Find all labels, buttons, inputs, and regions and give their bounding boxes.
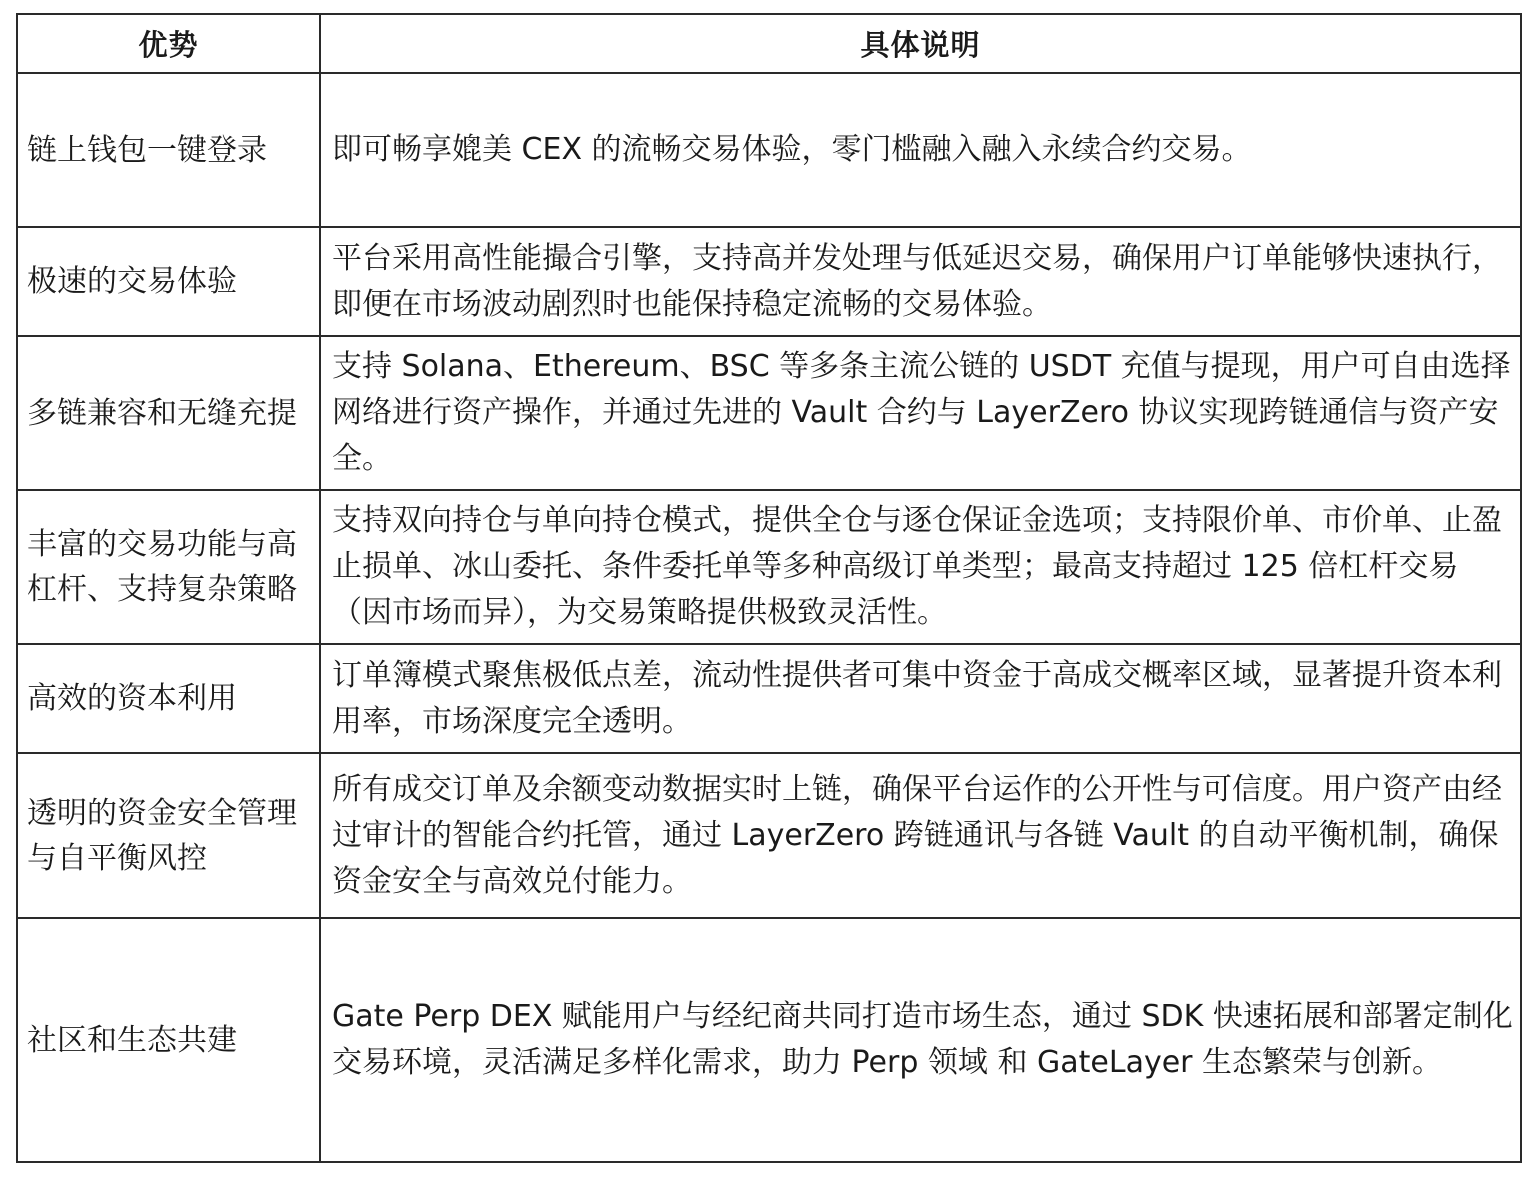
description-cell: 所有成交订单及余额变动数据实时上链，确保平台运作的公开性与可信度。用户资产由经过审计的智能合约托管，通过 LayerZero 跨链通讯与各链 Vault 的自动平衡机制，确保资金安全与高效兑付能力。 (320, 753, 1521, 918)
description-cell: 支持 Solana、Ethereum、BSC 等多条主流公链的 USDT 充值与提现，用户可自由选择网络进行资产操作，并通过先进的 Vault 合约与 LayerZero 协议实现跨链通信与资产安全。 (320, 336, 1521, 490)
table-row (17, 918, 1521, 1162)
table-row (17, 490, 1521, 644)
table-row (17, 753, 1521, 918)
header-advantage: 优势 (17, 14, 320, 73)
table-header-row (17, 14, 1521, 73)
advantage-cell: 社区和生态共建 (17, 918, 320, 1162)
advantages-table (16, 13, 1522, 1163)
description-cell: 即可畅享媲美 CEX 的流畅交易体验，零门槛融入融入永续合约交易。 (320, 73, 1521, 227)
table-row (17, 73, 1521, 227)
table-row (17, 227, 1521, 336)
table-row (17, 644, 1521, 753)
advantage-cell: 丰富的交易功能与高杠杆、支持复杂策略 (17, 490, 320, 644)
advantage-cell: 极速的交易体验 (17, 227, 320, 336)
advantage-cell: 多链兼容和无缝充提 (17, 336, 320, 490)
header-description: 具体说明 (320, 14, 1521, 73)
advantage-cell: 链上钱包一键登录 (17, 73, 320, 227)
advantage-cell: 高效的资本利用 (17, 644, 320, 753)
description-cell: Gate Perp DEX 赋能用户与经纪商共同打造市场生态，通过 SDK 快速拓展和部署定制化交易环境，灵活满足多样化需求，助力 Perp 领域 和 GateLayer 生态繁荣与创新。 (320, 918, 1521, 1162)
table-row (17, 336, 1521, 490)
description-cell: 订单簿模式聚焦极低点差，流动性提供者可集中资金于高成交概率区域，显著提升资本利用率，市场深度完全透明。 (320, 644, 1521, 753)
description-cell: 支持双向持仓与单向持仓模式，提供全仓与逐仓保证金选项；支持限价单、市价单、止盈止损单、冰山委托、条件委托单等多种高级订单类型；最高支持超过 125 倍杠杆交易（因市场而异），为交易策略提供极致灵活性。 (320, 490, 1521, 644)
advantage-cell: 透明的资金安全管理与自平衡风控 (17, 753, 320, 918)
description-cell: 平台采用高性能撮合引擎，支持高并发处理与低延迟交易，确保用户订单能够快速执行，即便在市场波动剧烈时也能保持稳定流畅的交易体验。 (320, 227, 1521, 336)
